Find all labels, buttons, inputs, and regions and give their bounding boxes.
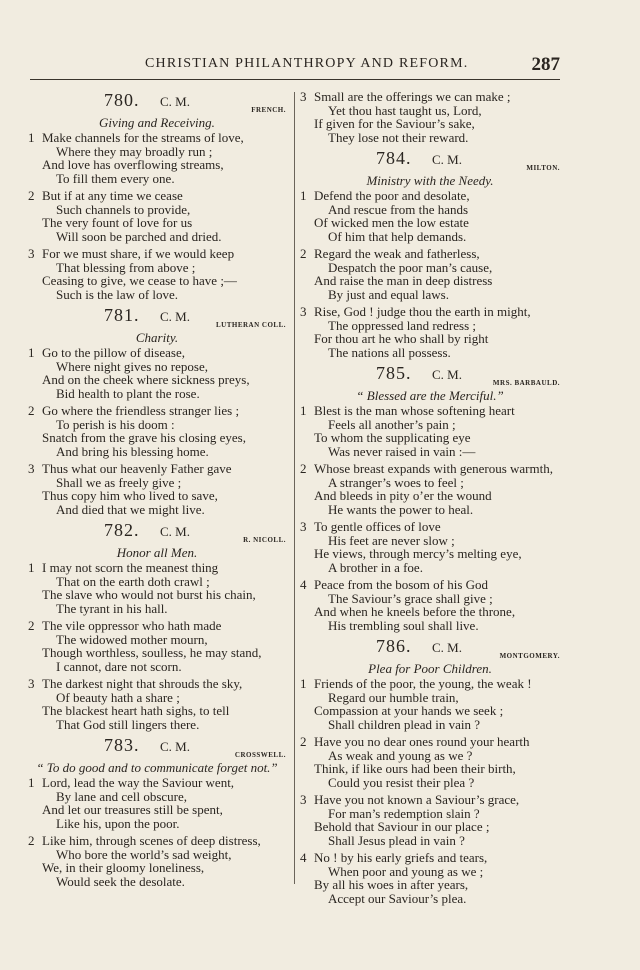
column-divider	[294, 92, 295, 884]
verse-text: Lord, lead the way the Saviour went,	[42, 775, 235, 790]
verse-line	[300, 749, 560, 763]
running-header	[30, 56, 560, 78]
verse-text: Feels all another’s pain ;	[328, 416, 456, 432]
verse-text: The tyrant in his hall.	[56, 600, 168, 616]
hymn-meter: C. M.	[160, 309, 190, 324]
hymn	[28, 520, 286, 731]
verse-line	[28, 704, 286, 718]
hymn-heading	[300, 148, 560, 170]
verse-line	[300, 431, 560, 445]
verse-line	[300, 547, 560, 561]
hymn-number: 786.	[376, 636, 412, 656]
verse-line	[300, 117, 560, 131]
verse-text: Peace from the bosom of his God	[314, 577, 489, 592]
verse-line	[300, 691, 560, 705]
verse-text: Whose breast expands with generous warmth,	[314, 461, 553, 476]
verse-line	[300, 90, 560, 104]
verse-line	[28, 431, 286, 445]
verse-text: Friends of the poor, the young, the weak !	[314, 676, 532, 691]
verse-line	[300, 834, 560, 848]
verse-line	[28, 848, 286, 862]
verse-text: His feet are never slow ;	[328, 532, 455, 548]
verse-line	[300, 305, 560, 319]
verse-text: By all his woes in after years,	[314, 877, 469, 892]
verse-text: Shall Jesus plead in vain ?	[328, 832, 465, 848]
verse-line	[300, 851, 560, 865]
stanza	[300, 247, 560, 301]
verse-text: As weak and young as we ?	[328, 747, 473, 763]
verse-line	[28, 230, 286, 244]
verse-line	[300, 865, 560, 879]
verse-text: Shall we as freely give ;	[56, 474, 182, 490]
verse-line	[28, 803, 286, 817]
verse-text: Was never raised in vain :—	[328, 443, 476, 459]
verse-line	[28, 718, 286, 732]
verse-line	[28, 261, 286, 275]
verse-line	[28, 216, 286, 230]
verse-text: A brother in a foe.	[328, 559, 423, 575]
verse-text: That God still lingers there.	[56, 716, 200, 732]
verse-line	[28, 561, 286, 575]
tune-name: LUTHERAN COLL.	[215, 321, 286, 329]
verse-line	[28, 646, 286, 660]
verse-text: The very fount of love for us	[42, 215, 193, 230]
verse-text: Shall children plead in vain ?	[328, 716, 480, 732]
stanza	[300, 735, 560, 789]
verse-line	[300, 230, 560, 244]
verse-line	[300, 820, 560, 834]
verse-line	[28, 489, 286, 503]
verse-text: That on the earth doth crawl ;	[56, 573, 210, 589]
tune-name: MRS. BARBAULD.	[492, 379, 560, 387]
verse-line	[28, 387, 286, 401]
stanza	[300, 578, 560, 632]
hymn	[300, 636, 560, 905]
verse-text: Go to the pillow of disease,	[42, 345, 185, 360]
verse-text: To perish is his doom :	[56, 416, 175, 432]
verse-text: Behold that Saviour in our place ;	[314, 819, 490, 834]
hymn-heading	[28, 305, 286, 327]
verse-line	[300, 807, 560, 821]
verse-text: Such channels to provide,	[56, 201, 191, 217]
left-column	[28, 90, 286, 892]
verse-text: The vile oppressor who hath made	[42, 618, 222, 633]
verse-text: Go where the friendless stranger lies ;	[42, 403, 240, 418]
verse-line	[300, 718, 560, 732]
stanza-number: 2	[28, 188, 35, 203]
stanza	[300, 462, 560, 516]
verse-text: Ceasing to give, we cease to have ;—	[42, 273, 237, 288]
verse-text: The darkest night that shrouds the sky,	[42, 676, 243, 691]
hymn-meter: C. M.	[432, 367, 462, 382]
verse-line	[28, 404, 286, 418]
stanza	[300, 404, 560, 458]
hymn	[300, 90, 560, 144]
verse-line	[28, 660, 286, 674]
verse-text: Make channels for the streams of love,	[42, 130, 244, 145]
verse-text: The Saviour’s grace shall give ;	[328, 590, 493, 606]
hymn-number: 785.	[376, 363, 412, 383]
verse-line	[28, 360, 286, 374]
verse-text: To fill them every one.	[56, 170, 175, 186]
verse-text: And bleeds in pity o’er the wound	[314, 488, 492, 503]
verse-text: But if at any time we cease	[42, 188, 183, 203]
verse-text: Accept our Saviour’s plea.	[328, 890, 467, 906]
verse-line	[28, 131, 286, 145]
hymn-number: 782.	[104, 520, 140, 540]
stanza	[28, 189, 286, 243]
verse-line	[28, 861, 286, 875]
hymn-heading	[28, 90, 286, 112]
verse-line	[300, 418, 560, 432]
verse-text: Of him that help demands.	[328, 228, 467, 244]
verse-text: And love has overflowing streams,	[42, 157, 224, 172]
verse-line	[28, 373, 286, 387]
hymn-heading	[300, 636, 560, 658]
verse-line	[28, 588, 286, 602]
verse-text: Small are the offerings we can make ;	[314, 89, 511, 104]
right-column	[300, 90, 560, 909]
stanza-number: 4	[300, 850, 307, 865]
hymn-number: 781.	[104, 305, 140, 325]
verse-text: Defend the poor and desolate,	[314, 188, 470, 203]
verse-text: Though worthless, soulless, he may stand,	[42, 645, 262, 660]
verse-text: Who bore the world’s sad weight,	[56, 846, 232, 862]
stanza-number: 2	[28, 833, 35, 848]
verse-line	[28, 418, 286, 432]
stanza-number: 1	[28, 130, 35, 145]
hymn-subtitle: Ministry with the Needy.	[366, 173, 494, 188]
verse-line	[28, 476, 286, 490]
verse-line	[28, 145, 286, 159]
verse-line	[300, 534, 560, 548]
verse-text: Regard the weak and fatherless,	[314, 246, 480, 261]
hymn-heading	[28, 520, 286, 542]
verse-text: Rise, God ! judge thou the earth in might,	[314, 304, 531, 319]
hymn-number: 783.	[104, 735, 140, 755]
verse-text: I may not scorn the meanest thing	[42, 560, 219, 575]
tune-name: FRENCH.	[251, 106, 286, 114]
header-rule	[30, 79, 560, 80]
verse-text: Despatch the poor man’s cause,	[328, 259, 493, 275]
verse-text: The blackest heart hath sighs, to tell	[42, 703, 230, 718]
verse-text: Where night gives no repose,	[56, 358, 208, 374]
stanza	[300, 305, 560, 359]
verse-line	[300, 288, 560, 302]
hymn-subtitle: Giving and Receiving.	[99, 115, 215, 130]
stanza-number: 1	[300, 403, 307, 418]
verse-line	[28, 875, 286, 889]
verse-line	[300, 878, 560, 892]
verse-line	[300, 520, 560, 534]
verse-text: Like him, through scenes of deep distress,	[42, 833, 261, 848]
hymn-meter: C. M.	[432, 152, 462, 167]
verse-line	[28, 602, 286, 616]
verse-text: For thou art he who shall by right	[314, 331, 489, 346]
verse-line	[300, 762, 560, 776]
tune-name: CROSSWELL.	[234, 751, 286, 759]
verse-text: And let our treasures still be spent,	[42, 802, 223, 817]
verse-text: A stranger’s woes to feel ;	[328, 474, 464, 490]
hymn	[28, 735, 286, 888]
stanza	[28, 619, 286, 673]
verse-line	[300, 346, 560, 360]
hymn-subtitle: Charity.	[135, 330, 179, 345]
verse-text: If given for the Saviour’s sake,	[314, 116, 475, 131]
verse-text: Like his, upon the poor.	[56, 815, 180, 831]
verse-text: By lane and cell obscure,	[56, 788, 188, 804]
stanza-number: 1	[300, 676, 307, 691]
stanza-number: 3	[28, 246, 35, 261]
stanza-number: 1	[300, 188, 307, 203]
tune-name: MILTON.	[526, 164, 560, 172]
verse-text: And on the cheek where sickness preys,	[42, 372, 250, 387]
stanza	[300, 90, 560, 144]
verse-line	[28, 445, 286, 459]
section-title: CHRISTIAN PHILANTHROPY AND REFORM.	[145, 56, 469, 71]
hymn	[28, 90, 286, 301]
verse-text: And raise the man in deep distress	[314, 273, 493, 288]
verse-line	[300, 793, 560, 807]
verse-text: And when he kneels before the throne,	[314, 604, 516, 619]
verse-text: Would seek the desolate.	[56, 873, 185, 889]
stanza-number: 1	[28, 560, 35, 575]
hymn-subtitle: Honor all Men.	[116, 545, 198, 560]
verse-text: Could you resist their plea ?	[328, 774, 475, 790]
verse-line	[300, 561, 560, 575]
stanza-number: 3	[300, 519, 307, 534]
verse-text: Have you not known a Saviour’s grace,	[314, 792, 520, 807]
tune-name: MONTGOMERY.	[499, 652, 560, 660]
page-number: 287	[531, 54, 560, 75]
verse-text: Of beauty hath a share ;	[56, 689, 180, 705]
verse-line	[300, 216, 560, 230]
verse-text: Thus what our heavenly Father gave	[42, 461, 232, 476]
stanza	[300, 677, 560, 731]
verse-text: The nations all possess.	[328, 344, 451, 360]
stanza-number: 2	[300, 461, 307, 476]
verse-text: For man’s redemption slain ?	[328, 805, 480, 821]
verse-text: To gentle offices of love	[314, 519, 441, 534]
verse-line	[28, 817, 286, 831]
verse-line	[300, 247, 560, 261]
stanza-number: 1	[28, 345, 35, 360]
stanza-number: 1	[28, 775, 35, 790]
verse-text: For we must share, if we would keep	[42, 246, 235, 261]
verse-line	[300, 605, 560, 619]
verse-line	[28, 247, 286, 261]
verse-line	[28, 691, 286, 705]
verse-text: The widowed mother mourn,	[56, 631, 208, 647]
verse-line	[300, 892, 560, 906]
verse-text: Snatch from the grave his closing eyes,	[42, 430, 246, 445]
verse-line	[300, 704, 560, 718]
stanza	[28, 346, 286, 400]
verse-text: The slave who would not burst his chain,	[42, 587, 256, 602]
hymn-meter: C. M.	[160, 739, 190, 754]
tune-name: R. NICOLL.	[243, 536, 286, 544]
verse-text: He views, through mercy’s melting eye,	[314, 546, 522, 561]
verse-line	[28, 834, 286, 848]
hymn-number: 784.	[376, 148, 412, 168]
verse-text: Regard our humble train,	[328, 689, 459, 705]
stanza	[300, 793, 560, 847]
verse-text: No ! by his early griefs and tears,	[314, 850, 488, 865]
verse-line	[300, 462, 560, 476]
verse-line	[28, 288, 286, 302]
verse-line	[300, 476, 560, 490]
stanza-number: 3	[300, 792, 307, 807]
verse-line	[28, 575, 286, 589]
hymn-heading	[28, 735, 286, 757]
stanza	[28, 404, 286, 458]
stanza-number: 3	[300, 304, 307, 319]
verse-text: Compassion at your hands we seek ;	[314, 703, 504, 718]
verse-line	[300, 503, 560, 517]
stanza	[28, 677, 286, 731]
verse-text: To whom the supplicating eye	[314, 430, 471, 445]
verse-text: He wants the power to heal.	[328, 501, 474, 517]
verse-text: Such is the law of love.	[56, 286, 179, 302]
verse-text: His trembling soul shall live.	[328, 617, 479, 633]
verse-text: Of wicked men the low estate	[314, 215, 469, 230]
verse-line	[300, 776, 560, 790]
verse-text: Yet thou hast taught us, Lord,	[328, 102, 482, 118]
verse-text: By just and equal laws.	[328, 286, 449, 302]
stanza-number: 3	[28, 676, 35, 691]
verse-text: Think, if like ours had been their birth,	[314, 761, 516, 776]
verse-line	[300, 203, 560, 217]
stanza	[28, 247, 286, 301]
verse-text: They lose not their reward.	[328, 129, 469, 145]
verse-line	[28, 677, 286, 691]
verse-line	[28, 172, 286, 186]
verse-line	[300, 445, 560, 459]
verse-line	[28, 274, 286, 288]
verse-line	[300, 131, 560, 145]
verse-line	[28, 790, 286, 804]
hymn	[300, 148, 560, 359]
verse-line	[28, 776, 286, 790]
verse-line	[300, 735, 560, 749]
verse-line	[300, 274, 560, 288]
verse-line	[28, 346, 286, 360]
verse-text: Bid health to plant the rose.	[56, 385, 200, 401]
stanza-number: 2	[28, 403, 35, 418]
stanza	[28, 131, 286, 185]
verse-text: Blest is the man whose softening heart	[314, 403, 515, 418]
verse-text: We, in their gloomy loneliness,	[42, 860, 205, 875]
stanza	[28, 462, 286, 516]
stanza-number: 3	[28, 461, 35, 476]
hymn-meter: C. M.	[160, 524, 190, 539]
verse-line	[28, 503, 286, 517]
verse-line	[300, 404, 560, 418]
stanza-number: 3	[300, 89, 307, 104]
verse-text: The oppressed land redress ;	[328, 317, 477, 333]
verse-line	[300, 489, 560, 503]
stanza	[300, 189, 560, 243]
verse-text: And rescue from the hands	[328, 201, 469, 217]
stanza-number: 2	[300, 734, 307, 749]
verse-text: Where they may broadly run ;	[56, 143, 213, 159]
stanza-number: 2	[300, 246, 307, 261]
hymn-heading	[300, 363, 560, 385]
verse-text: Will soon be parched and dried.	[56, 228, 222, 244]
verse-line	[300, 189, 560, 203]
stanza-number: 4	[300, 577, 307, 592]
verse-line	[28, 462, 286, 476]
stanza	[28, 776, 286, 830]
verse-text: Have you no dear ones round your hearth	[314, 734, 530, 749]
verse-line	[28, 189, 286, 203]
stanza-number: 2	[28, 618, 35, 633]
stanza	[28, 561, 286, 615]
verse-line	[300, 104, 560, 118]
hymn-subtitle: “ To do good and to communicate forget not.”	[36, 760, 278, 775]
verse-line	[300, 332, 560, 346]
verse-text: That blessing from above ;	[56, 259, 196, 275]
verse-text: I cannot, dare not scorn.	[56, 658, 182, 674]
hymn-subtitle: “ Blessed are the Merciful.”	[356, 388, 504, 403]
hymn-subtitle: Plea for Poor Children.	[368, 661, 492, 676]
hymn	[300, 363, 560, 632]
hymn-number: 780.	[104, 90, 140, 110]
hymn-meter: C. M.	[432, 640, 462, 655]
verse-line	[300, 578, 560, 592]
verse-line	[300, 619, 560, 633]
verse-line	[300, 319, 560, 333]
stanza	[28, 834, 286, 888]
verse-text: Thus copy him who lived to save,	[42, 488, 218, 503]
verse-line	[28, 158, 286, 172]
stanza	[300, 851, 560, 905]
verse-line	[300, 261, 560, 275]
stanza	[300, 520, 560, 574]
verse-text: And bring his blessing home.	[56, 443, 209, 459]
hymn-meter: C. M.	[160, 94, 190, 109]
verse-line	[300, 677, 560, 691]
hymn	[28, 305, 286, 516]
verse-line	[28, 203, 286, 217]
verse-line	[28, 619, 286, 633]
verse-text: And died that we might live.	[56, 501, 205, 517]
verse-line	[300, 592, 560, 606]
verse-line	[28, 633, 286, 647]
verse-text: When poor and young as we ;	[328, 863, 484, 879]
